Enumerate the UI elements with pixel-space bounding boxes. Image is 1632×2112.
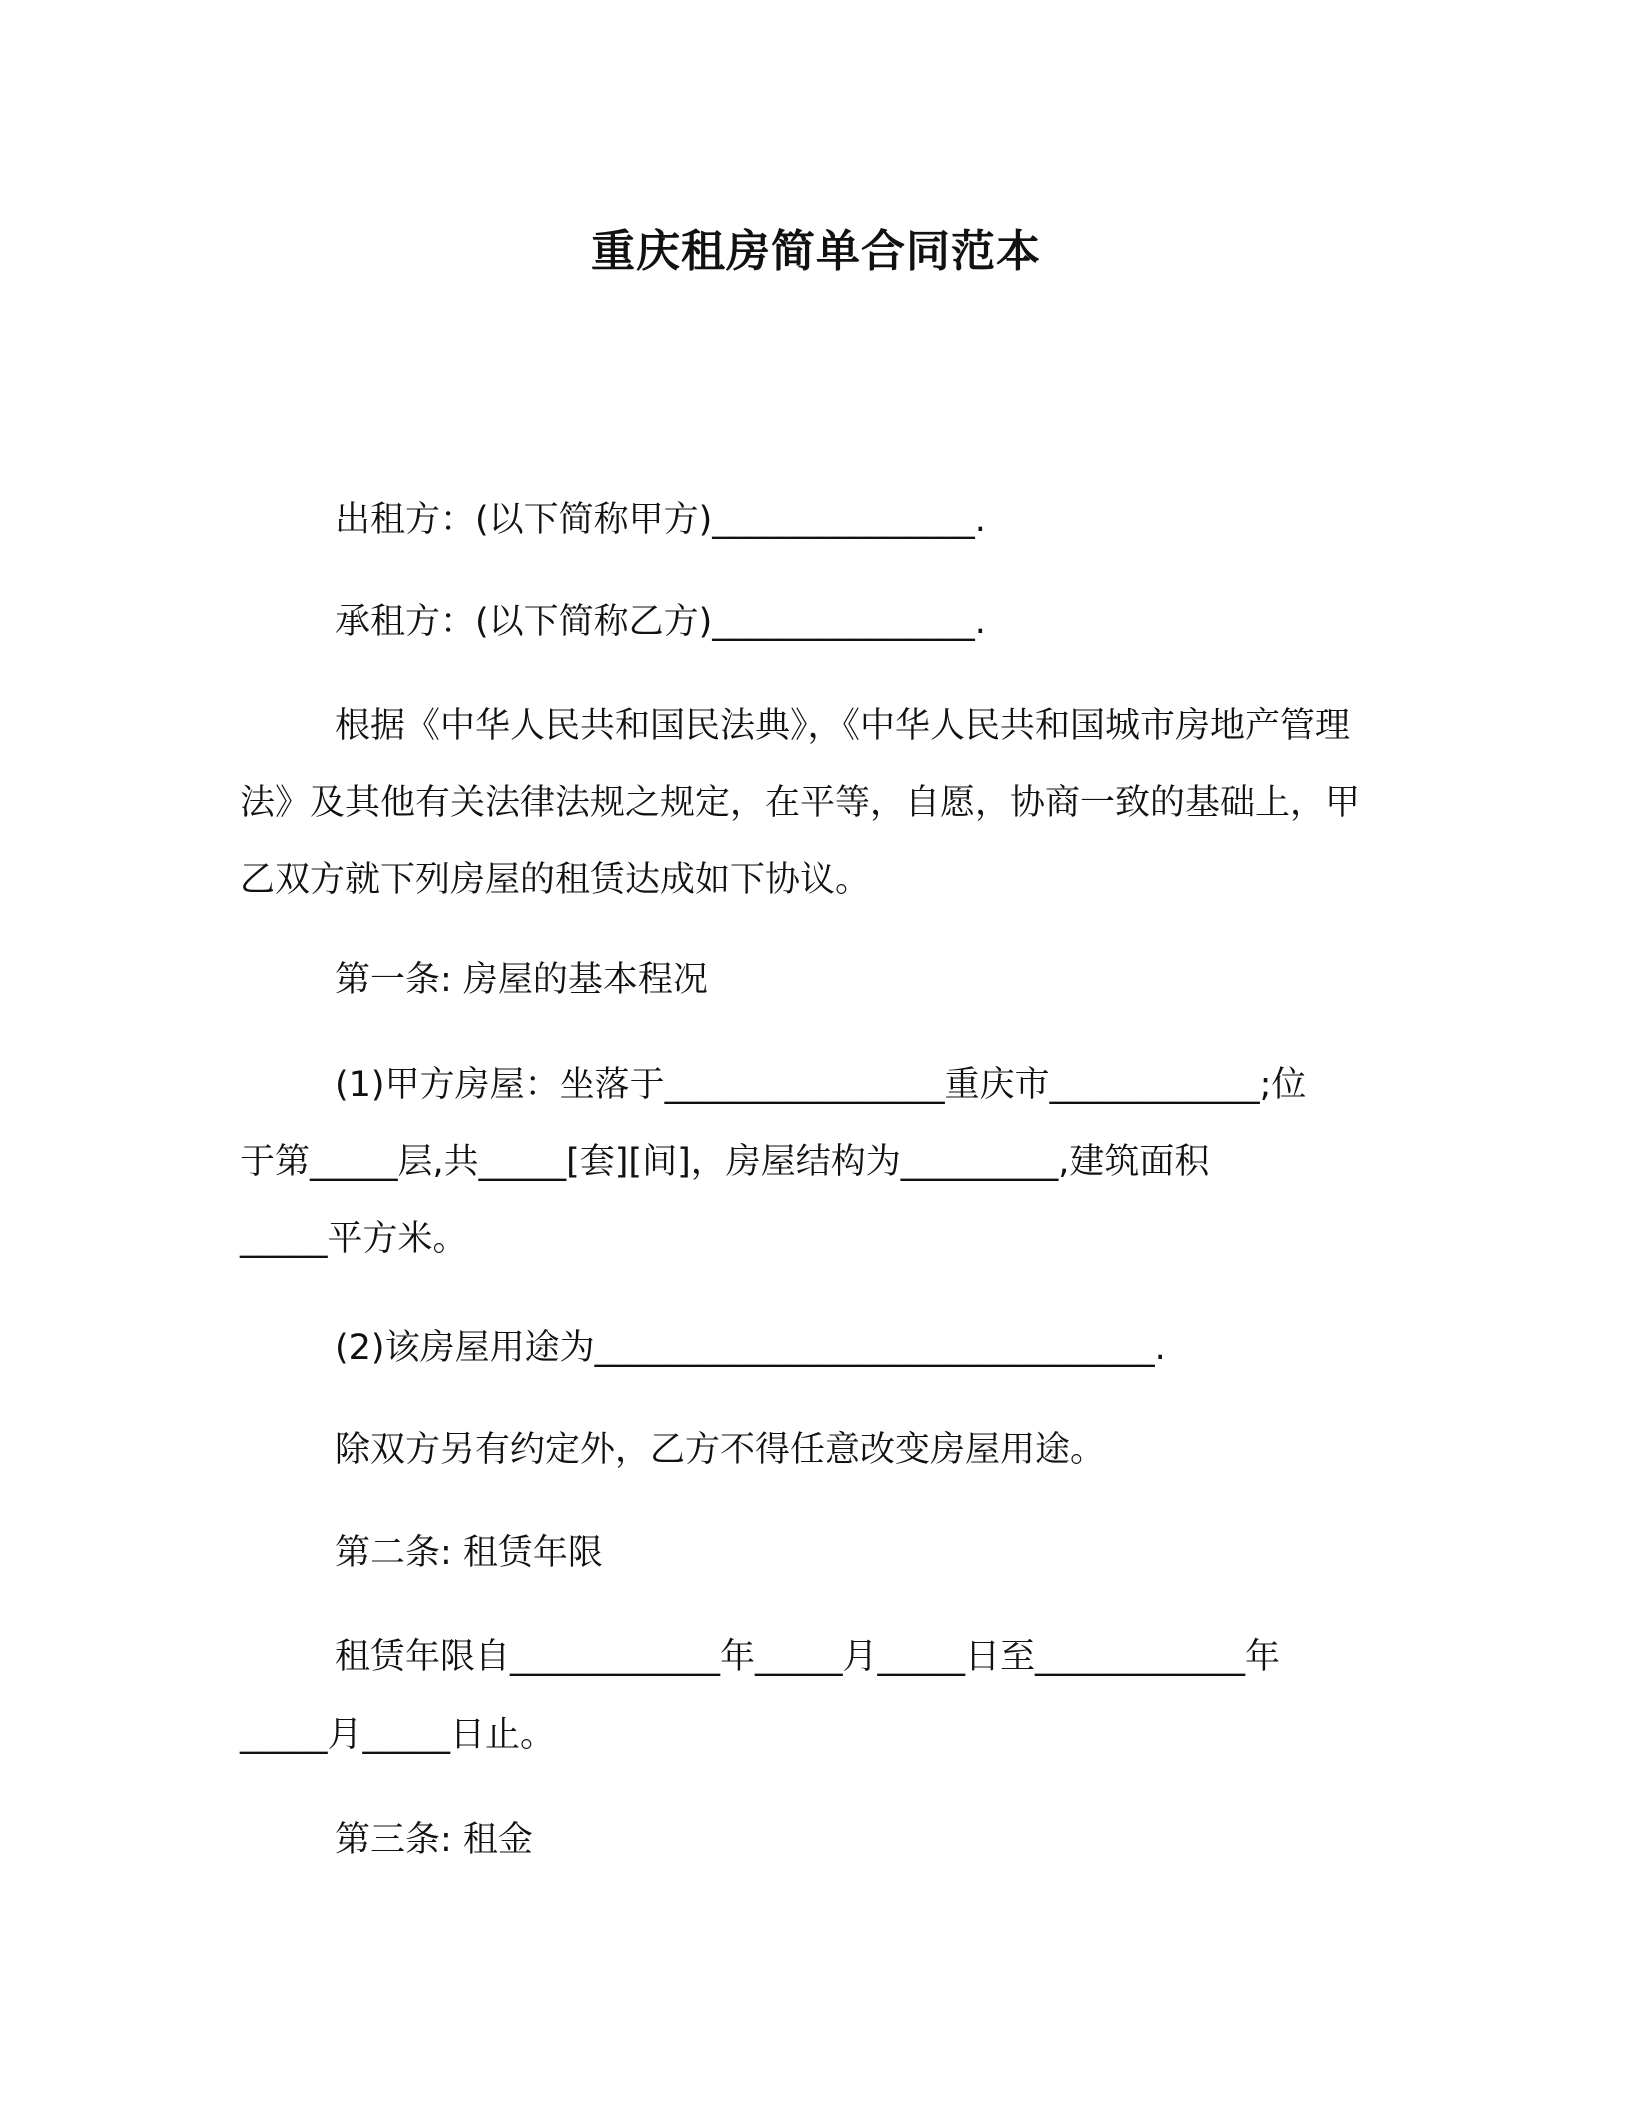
article-2-heading: 第二条: 租赁年限 [335, 1533, 603, 1573]
article-1-item-1-line-1: (1)甲方房屋：坐落于________________重庆市____________;位 [335, 1065, 1307, 1105]
article-2-line-2: _____月_____日止。 [240, 1715, 556, 1755]
article-1-item-1-line-2: 于第_____层,共_____[套][间]，房屋结构为_________,建筑面积 [240, 1142, 1210, 1182]
article-2-line-1: 租赁年限自____________年_____月_____日至____________年 [335, 1637, 1281, 1677]
preamble-paragraph: 根据《中华人民共和国民法典》，《中华人民共和国城市房地产管理法》及其他有关法律法规之规定，在平等，自愿，协商一致的基础上，甲乙双方就下列房屋的租赁达成如下协议。 [240, 706, 1361, 900]
article-1-item-1-line-3: _____平方米。 [240, 1219, 468, 1259]
article-1-note: 除双方另有约定外，乙方不得任意改变房屋用途。 [335, 1430, 1106, 1470]
lessor-line: 出租方：(以下简称甲方)_______________. [335, 500, 986, 540]
lessee-line: 承租方：(以下简称乙方)_______________. [335, 602, 986, 642]
article-3-heading: 第三条: 租金 [335, 1820, 533, 1860]
article-1-heading: 第一条: 房屋的基本程况 [335, 960, 708, 1000]
document-title: 重庆租房简单合同范本 [591, 226, 1041, 277]
article-1-item-2: (2)该房屋用途为________________________________. [335, 1328, 1166, 1368]
